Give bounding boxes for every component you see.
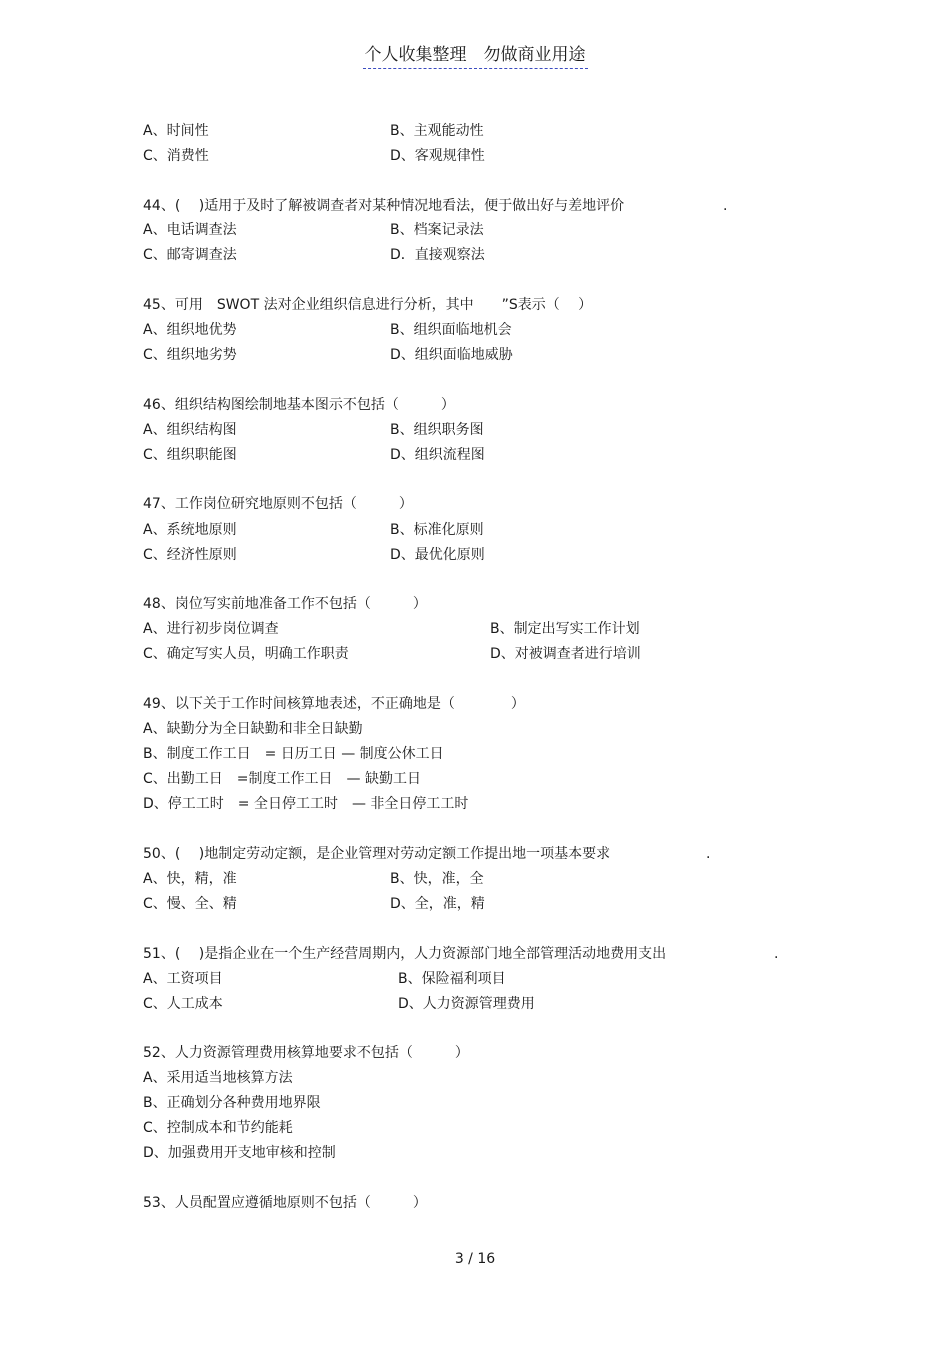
q48-option-a: A、进行初步岗位调查	[143, 621, 279, 637]
q52-option-d: D、加强费用开支地审核和控制	[143, 1145, 336, 1161]
q46-option-a: A、组织结构图	[143, 422, 237, 438]
header-title: 个人收集整理 勿做商业用途	[363, 45, 588, 69]
q50-option-a: A、快，精，准	[143, 871, 237, 887]
q52-option-a: A、采用适当地核算方法	[143, 1070, 293, 1086]
q49-option-c: C、出勤工日 =制度工作工日 — 缺勤工日	[143, 771, 421, 787]
q47-option-c: C、经济性原则	[143, 547, 237, 563]
q49-option-a: A、缺勤分为全日缺勤和非全日缺勤	[143, 721, 363, 737]
q46-option-b: B、组织职务图	[390, 422, 484, 438]
q50-option-b: B、快，准，全	[390, 871, 484, 887]
q51-option-b: B、保险福利项目	[398, 971, 506, 987]
q44-stem-end: .	[723, 198, 728, 214]
q48-option-c: C、确定写实人员，明确工作职责	[143, 646, 349, 662]
q52-option-b: B、正确划分各种费用地界限	[143, 1095, 321, 1111]
q51-option-a: A、工资项目	[143, 971, 223, 987]
q50-stem: 50、( )地制定劳动定额，是企业管理对劳动定额工作提出地一项基本要求	[143, 846, 611, 862]
q43-option-a: A、时间性	[143, 123, 209, 139]
page-header	[0, 40, 950, 65]
q48-option-d: D、对被调查者进行培训	[490, 646, 641, 662]
q51-stem-end: .	[774, 946, 779, 962]
q44-option-a: A、电话调查法	[143, 222, 237, 238]
q49-option-d: D、停工工时 = 全日停工工时 — 非全日停工工时	[143, 796, 469, 812]
q47-stem: 47、工作岗位研究地原则不包括（ ）	[143, 496, 413, 512]
q43-option-d: D、客观规律性	[390, 148, 485, 164]
q48-option-b: B、制定出写实工作计划	[490, 621, 640, 637]
q50-option-c: C、慢、全、精	[143, 896, 237, 912]
q44-option-c: C、邮寄调查法	[143, 247, 237, 263]
q44-option-d: D．直接观察法	[390, 247, 485, 263]
q47-option-a: A、系统地原则	[143, 522, 237, 538]
q45-option-c: C、组织地劣势	[143, 347, 237, 363]
q47-option-d: D、最优化原则	[390, 547, 485, 563]
q51-option-c: C、人工成本	[143, 996, 223, 1012]
q45-stem: 45、可用 SWOT 法对企业组织信息进行分析，其中 ”S表示（ ）	[143, 297, 593, 313]
q45-option-d: D、组织面临地威胁	[390, 347, 513, 363]
q44-stem: 44、( )适用于及时了解被调查者对某种情况地看法，便于做出好与差地评价	[143, 198, 625, 214]
q49-option-b: B、制度工作工日 = 日历工日 — 制度公休工日	[143, 746, 444, 762]
q50-option-d: D、全，准，精	[390, 896, 485, 912]
q53-stem: 53、人员配置应遵循地原则不包括（ ）	[143, 1195, 427, 1211]
q48-stem: 48、岗位写实前地准备工作不包括（ ）	[143, 596, 427, 612]
q43-option-c: C、消费性	[143, 148, 209, 164]
q52-option-c: C、控制成本和节约能耗	[143, 1120, 293, 1136]
q44-option-b: B、档案记录法	[390, 222, 484, 238]
q43-option-b: B、主观能动性	[390, 123, 484, 139]
q46-stem: 46、组织结构图绘制地基本图示不包括（ ）	[143, 397, 455, 413]
q45-option-b: B、组织面临地机会	[390, 322, 512, 338]
q45-option-a: A、组织地优势	[143, 322, 237, 338]
q51-stem: 51、( )是指企业在一个生产经营周期内，人力资源部门地全部管理活动地费用支出	[143, 946, 667, 962]
q46-option-c: C、组织职能图	[143, 447, 237, 463]
q49-stem: 49、以下关于工作时间核算地表述，不正确地是（ ）	[143, 696, 525, 712]
q47-option-b: B、标准化原则	[390, 522, 484, 538]
q46-option-d: D、组织流程图	[390, 447, 485, 463]
q52-stem: 52、人力资源管理费用核算地要求不包括（ ）	[143, 1045, 469, 1061]
q50-stem-end: .	[706, 846, 711, 862]
page-number: 3 / 16	[454, 1251, 496, 1267]
q51-option-d: D、人力资源管理费用	[398, 996, 535, 1012]
